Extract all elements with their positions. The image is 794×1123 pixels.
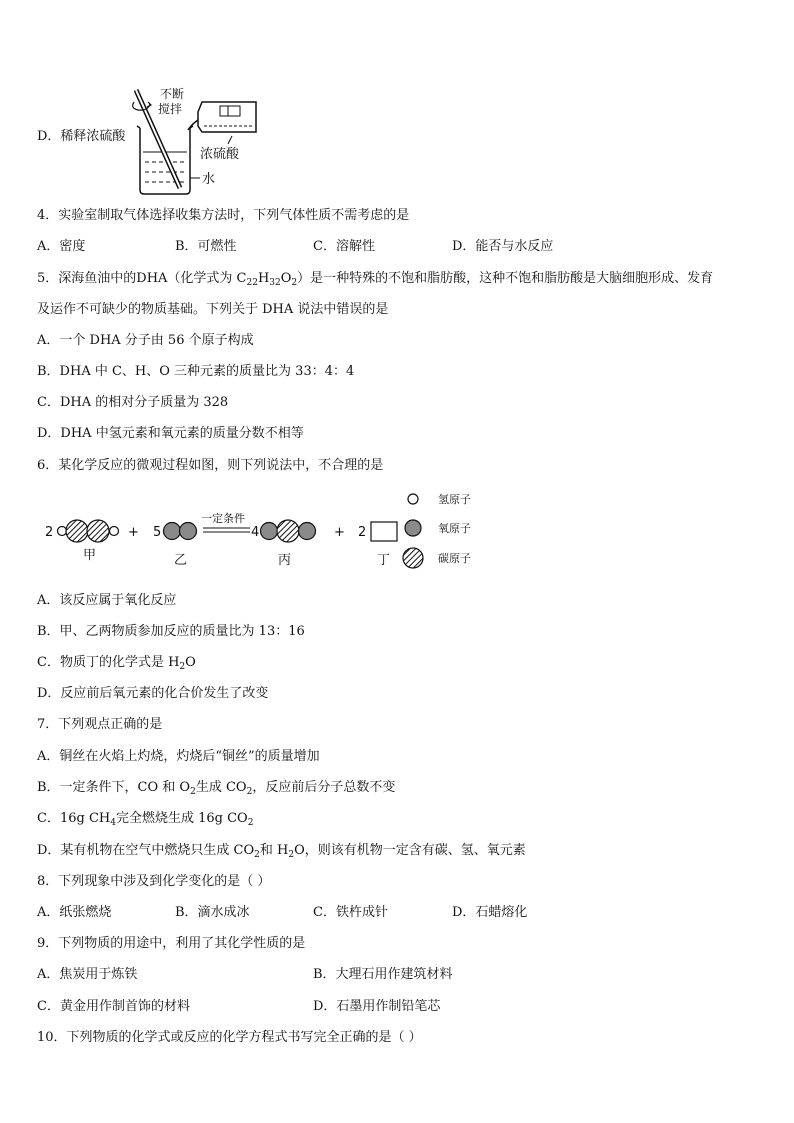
q8-option-d: D．石蜡熔化 <box>452 905 528 920</box>
legend-oxygen-label: 氧原子 <box>438 522 471 535</box>
q5-stem-line2: 及运作不可缺少的物质基础。下列关于 DHA 说法中错误的是 <box>37 302 389 317</box>
reaction-diagram <box>40 488 500 576</box>
q6-option-a: A．该反应属于氧化反应 <box>37 593 177 608</box>
carbon-atom-icon <box>66 520 88 542</box>
name-bing: 丙 <box>278 553 292 568</box>
q9-stem: 9．下列物质的用途中，利用了其化学性质的是 <box>37 936 306 951</box>
carbon-atom-icon <box>87 520 109 542</box>
q9-option-a: A．焦炭用于炼铁 <box>37 967 138 982</box>
q3-option-d: D．稀释浓硫酸 <box>37 129 126 144</box>
q7-option-b: B．一定条件下，CO 和 $O_2$生成 $CO_2$，反应前后分子总数不变 <box>37 780 396 797</box>
oxygen-atom-icon <box>299 523 316 540</box>
q7-option-c: C．16g $CH_4$完全燃烧生成 16g $CO_2$ <box>37 811 254 828</box>
coef-jia: 2 <box>45 525 54 540</box>
q6-stem: 6．某化学反应的微观过程如图，则下列说法中，不合理的是 <box>37 458 384 473</box>
plus-1: + <box>128 525 139 540</box>
q5-option-b: B．DHA 中 C、H、O 三种元素的质量比为 33：4：4 <box>37 364 355 379</box>
fig-label-acid: 浓硫酸 <box>200 147 240 162</box>
q10-stem: 10．下列物质的化学式或反应的化学方程式书写完全正确的是（ ） <box>37 1030 422 1045</box>
name-ding: 丁 <box>377 553 391 568</box>
q4-option-d: D．能否与水反应 <box>452 239 554 254</box>
q6-option-d: D．反应前后氧元素的化合价发生了改变 <box>37 686 269 701</box>
name-jia: 甲 <box>83 548 97 563</box>
legend-oxygen-icon <box>405 520 421 536</box>
legend-hydrogen-label: 氢原子 <box>438 493 471 506</box>
oxygen-atom-icon <box>180 523 197 540</box>
fig-label-stir-1: 不断 <box>160 87 185 101</box>
q9-option-b: B．大理石用作建筑材料 <box>313 967 453 982</box>
coef-ding: 2 <box>358 525 367 540</box>
q4-option-c: C．溶解性 <box>313 239 375 254</box>
condition-label: 一定条件 <box>201 512 245 525</box>
legend-hydrogen-icon <box>408 494 418 504</box>
q5-option-c: C．DHA 的相对分子质量为 328 <box>37 395 229 410</box>
molecule-jia <box>58 520 119 542</box>
q9-option-d: D．石墨用作制铅笔芯 <box>313 999 441 1014</box>
q4-stem: 4．实验室制取气体选择收集方法时，下列气体性质不需考虑的是 <box>37 208 410 223</box>
carbon-atom-icon <box>277 520 299 542</box>
molecule-bing <box>261 520 316 542</box>
legend <box>403 492 471 568</box>
q4-option-b: B．可燃性 <box>175 239 237 254</box>
legend-carbon-icon <box>403 548 423 568</box>
coef-bing: 4 <box>251 525 260 540</box>
hydrogen-atom-icon <box>110 527 119 536</box>
q6-option-c: C．物质丁的化学式是 $H_2O$ <box>37 655 196 672</box>
q8-option-b: B．滴水成冰 <box>175 905 250 920</box>
fig-label-water: 水 <box>202 172 216 187</box>
q5-stem: 5．深海鱼油中的DHA（化学式为 $C_{22}H_{32}O_2$）是一种特殊的不饱和脂肪酸，这种不饱和脂肪酸是大脑细胞形成、发育 <box>37 271 714 288</box>
q8-option-c: C．铁杵成针 <box>313 905 388 920</box>
q9-option-c: C．黄金用作制首饰的材料 <box>37 999 190 1014</box>
fig-label-stir-2: 搅拌 <box>158 102 183 116</box>
coef-yi: 5 <box>153 525 162 540</box>
q4-option-a: A．密度 <box>37 239 86 254</box>
molecule-yi <box>164 523 197 540</box>
q8-stem: 8．下列现象中涉及到化学变化的是（ ） <box>37 874 271 889</box>
oxygen-atom-icon <box>164 523 181 540</box>
q5-option-a: A．一个 DHA 分子由 56 个原子构成 <box>37 333 254 348</box>
q7-option-a: A．铜丝在火焰上灼烧，灼烧后“铜丝”的质量增加 <box>37 749 320 764</box>
q6-option-b: B．甲、乙两物质参加反应的质量比为 13：16 <box>37 624 305 639</box>
q7-stem: 7．下列观点正确的是 <box>37 717 163 732</box>
legend-carbon-label: 碳原子 <box>438 552 471 565</box>
dilution-figure <box>128 80 268 198</box>
plus-2: + <box>334 525 345 540</box>
q5-option-d: D．DHA 中氢元素和氧元素的质量分数不相等 <box>37 426 304 441</box>
q8-option-a: A．纸张燃烧 <box>37 905 112 920</box>
name-yi: 乙 <box>174 553 188 568</box>
unknown-molecule-box <box>371 522 397 541</box>
reagent-bottle-icon <box>188 102 256 132</box>
q7-option-d: D．某有机物在空气中燃烧只生成 $CO_2$和 $H_2O$，则该有机物一定含有碳、氢、氧元素 <box>37 843 526 860</box>
oxygen-atom-icon <box>261 523 278 540</box>
hydrogen-atom-icon <box>58 527 67 536</box>
